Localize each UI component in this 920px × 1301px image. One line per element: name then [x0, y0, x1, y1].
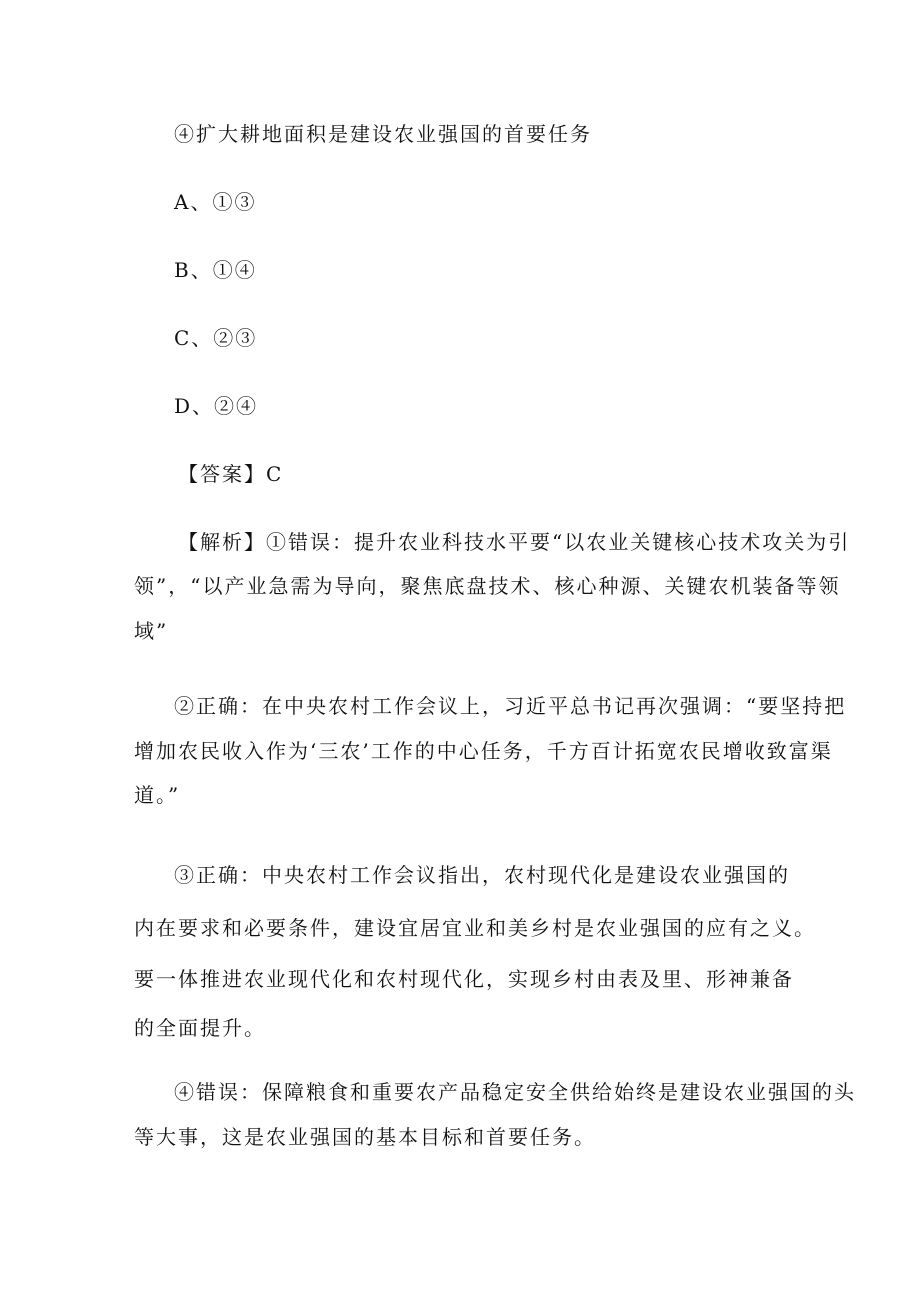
option-b: B、①④	[174, 258, 257, 282]
analysis-p2-line-3: 道。”	[134, 783, 181, 807]
analysis-p4-line-1: ④错误：保障粮食和重要农产品稳定安全供给始终是建设农业强国的头	[174, 1080, 856, 1104]
option-a: A、①③	[174, 190, 257, 214]
analysis-p4-line-2: 等大事，这是农业强国的基本目标和首要任务。	[134, 1125, 596, 1149]
analysis-p1-line-1: 【解析】①错误：提升农业科技水平要“以农业关键核心技术攻关为引	[178, 530, 851, 554]
option-c: C、②③	[174, 326, 258, 350]
option-d: D、②④	[174, 394, 259, 418]
answer-line: 【答案】C	[178, 462, 284, 486]
analysis-p2-line-1: ②正确：在中央农村工作会议上，习近平总书记再次强调：“要坚持把	[174, 694, 847, 718]
analysis-p3-line-4: 的全面提升。	[134, 1016, 266, 1040]
analysis-p2-line-2: 增加农民收入作为‘三农’工作的中心任务，千方百计拓宽农民增收致富渠	[134, 739, 833, 763]
statement-4: ④扩大耕地面积是建设农业强国的首要任务	[174, 122, 592, 146]
analysis-p3-line-3: 要一体推进农业现代化和农村现代化，实现乡村由表及里、形神兼备	[134, 967, 794, 991]
analysis-p1-line-3: 域”	[134, 619, 169, 643]
analysis-p1-line-2: 领”，“以产业急需为导向，聚焦底盘技术、核心种源、关键农机装备等领	[134, 574, 841, 598]
analysis-p3-line-1: ③正确：中央农村工作会议指出，农村现代化是建设农业强国的	[174, 863, 790, 887]
analysis-p3-line-2: 内在要求和必要条件，建设宜居宜业和美乡村是农业强国的应有之义。	[134, 916, 816, 940]
